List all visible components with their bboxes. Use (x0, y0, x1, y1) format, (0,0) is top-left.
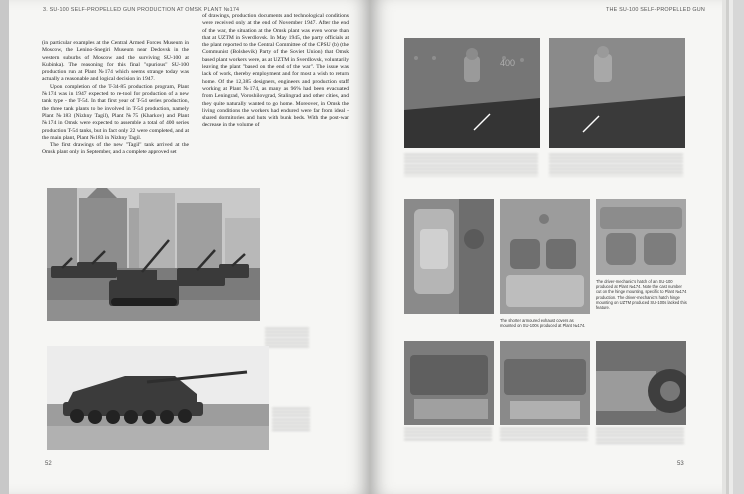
side-photo-caption (272, 408, 310, 432)
hull-detail-photo-1 (404, 341, 494, 425)
paragraph: Upon completion of the T-34-85 production program, Plant №174 was in 1947 expected to re-tool for production of a new tank type - the T-54. In that first year of T-54 series production, the three tank plants to be involved in T-54 production, namely Plant №183 (Nizhny Tagil), Plant №75 (Kharkov) and Plant №174 in Omsk were expected to assemble a total of 400 series production T-54 tanks, but in fact only 22 were completed, and at the main plant, Plant №183 in Nizhny Tagil. (42, 83, 189, 141)
glacis-photo-1-caption (404, 154, 538, 176)
left-page (9, 0, 370, 494)
exhaust-cover-photo (404, 199, 494, 314)
left-text-column-1 (42, 40, 189, 157)
exhaust-caption: The shorter armoured exhaust covers as mounted on SU-100s produced at Plant №174. (500, 318, 586, 329)
page-edge-left (0, 0, 9, 494)
right-page-number: 53 (677, 461, 684, 467)
page-edge (729, 0, 733, 494)
parade-photo (47, 188, 260, 321)
left-page-number: 52 (45, 461, 52, 467)
left-text-column-2 (202, 13, 349, 130)
left-running-header: 3. SU-100 SELF-PROPELLED GUN PRODUCTION AT OMSK PLANT №174 (43, 7, 240, 13)
right-page (370, 0, 722, 494)
paragraph: The first drawings of the new "Tagil" tank arrived at the Omsk plant only in September, and a complete approved set (42, 142, 189, 156)
glacis-detail-photo-1 (404, 38, 540, 148)
su100-side-photo (47, 346, 269, 450)
hatch-photo (596, 199, 686, 275)
parade-photo-caption (265, 328, 309, 348)
hull-photo-2-caption (500, 428, 588, 440)
hull-detail-photo-2 (500, 341, 590, 425)
hull-number: 400 (500, 58, 516, 68)
right-running-header: THE SU-100 SELF-PROPELLED GUN (606, 7, 705, 13)
paragraph: of drawings, production documents and technological conditions were received only at the end of November 1947. After the end of the war, the situation at the Omsk plant was even worse than that at UZTM in Sverdlovsk. In May 1945, the party officials at the plant reported to the Central Committee of the CPSU (b) (the Communist (Bolshevik) Party of the Soviet Union) that Omsk based plant workers were, as at UZTM in Sverdlovsk, voluntarily leaving the plant "based on the end of the war". The issue was lack of work, thereby employment and for most a wish to return home. Of the 12,385 designers, engineers and production staff working at Plant №174, as many as 96% had been evacuated from Leningrad, Voroshilovgrad, Stalingrad and other cities, and they quite naturally wanted to go home. Moreover, in Omsk the living conditions the workers had endured were far from ideal - shared dormitories and huts with bunk beds. With the post-war decrease in the volume of (202, 13, 349, 129)
hull-photo-3-caption (596, 428, 684, 444)
exhaust-detail-photo (500, 199, 590, 314)
hull-detail-photo-3 (596, 341, 686, 425)
glacis-detail-photo-2 (549, 38, 685, 148)
hatch-caption: The driver-mechanic's hatch of an SU-100 produced at Plant №174. Note the cast number cut on the hinge mounting, specific to Plant №174 production. The driver-mechanic's hatch hinge mounting on UZTM produced SU-100s lacked this feature. (596, 279, 687, 311)
glacis-photo-2-caption (549, 154, 683, 176)
hull-photo-1-caption (404, 428, 492, 440)
paragraph: (in particular examples at the Central Armed Forces Museum in Moscow, the Lenino-Snegiri Museum near Dedovsk in the western suburbs of Moscow and the surviving SU-100 at Kubinka). The reasoning for this final "spurious" SU-100 production run at Plant №174 which seems strange today was actually a reasonable and logical decision in 1947. (42, 40, 189, 83)
